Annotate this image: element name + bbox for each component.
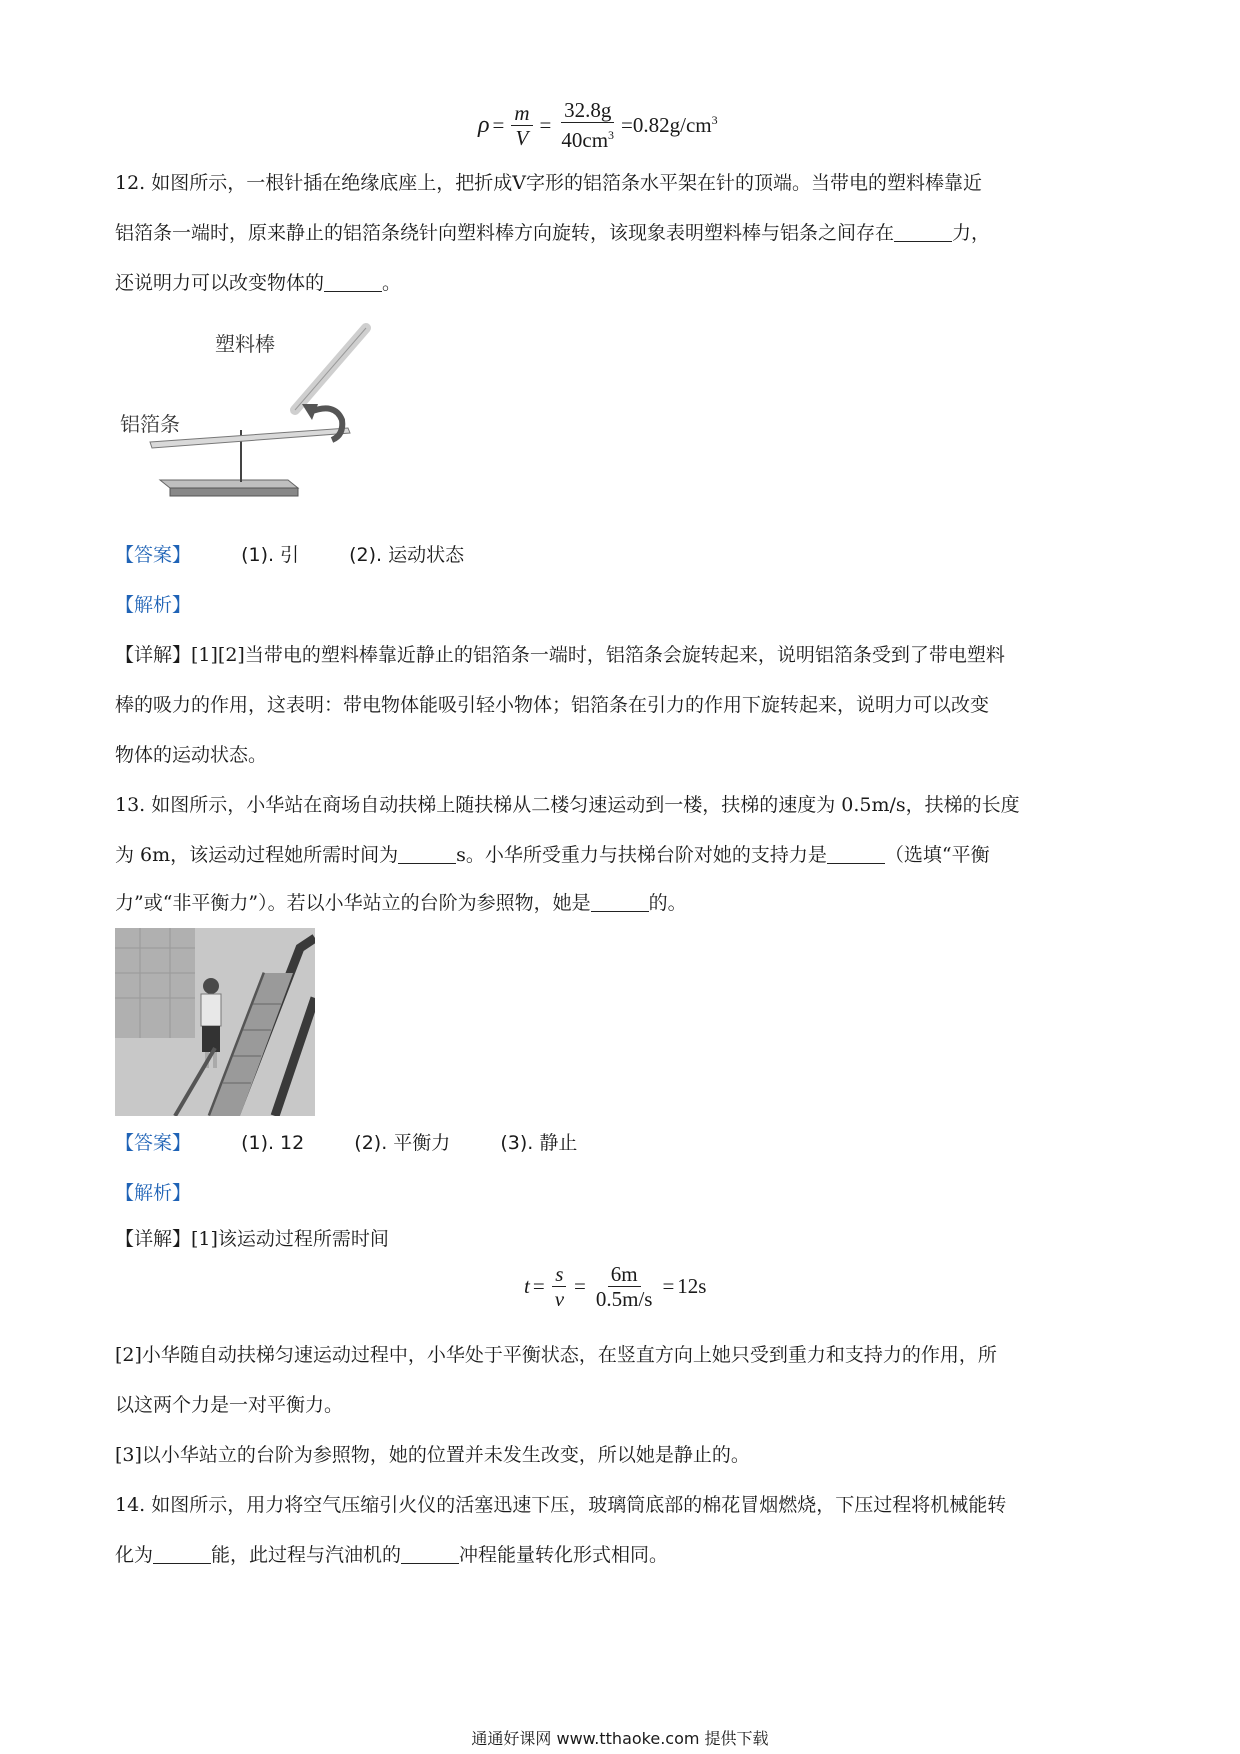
q13-detail3: 以这两个力是一对平衡力。 <box>115 1394 344 1416</box>
page-footer: 通通好课网 www.tthaoke.com 提供下载 <box>471 1729 769 1748</box>
answer-blank <box>894 223 952 242</box>
q13-detail2: [2]小华随自动扶梯匀速运动过程中，小华处于平衡状态，在竖直方向上她只受到重力和支持力的作用，所 <box>115 1344 997 1366</box>
q12-detail3: 物体的运动状态。 <box>115 744 268 766</box>
answer-blank <box>324 273 382 292</box>
q12-answer: 【答案】 (1). 引 (2). 运动状态 <box>115 544 465 566</box>
q13-line2: 为 6m，该运动过程她所需时间为 s。小华所受重力与扶梯台阶对她的支持力是 （选填“平衡 <box>115 844 990 866</box>
time-result: 12s <box>677 1274 707 1298</box>
density-result: $=0.82g/cm^3$ <box>621 112 718 137</box>
rod-foil-figure <box>120 320 380 510</box>
q14-line1: 14. 如图所示，用力将空气压缩引火仪的活塞迅速下压，玻璃筒底部的棉花冒烟燃烧，下压过程将机械能转 <box>115 1494 1007 1516</box>
rho-symbol: ρ <box>478 111 490 138</box>
fraction-m-v: $\frac{m}{V}$ <box>511 101 532 150</box>
q13-answer: 【答案】 (1). 12 (2). 平衡力 (3). 静止 <box>115 1132 578 1154</box>
fraction-distance-speed: $\frac{6m}{0.5m/s}$ <box>595 1262 653 1311</box>
time-formula: t = $\frac{s}{v}$ = $\frac{6m}{0.5m/s}$ = 12s <box>524 1262 707 1311</box>
q13-line3: 力”或“非平衡力”）。若以小华站立的台阶为参照物，她是 的。 <box>115 892 687 914</box>
answer-blank <box>591 893 649 912</box>
q12-line2: 铝箔条一端时，原来静止的铝箔条绕针向塑料棒方向旋转，该现象表明塑料棒与铝条之间存在 力， <box>115 222 991 244</box>
answer-blank <box>398 845 456 864</box>
fraction-mass-volume: $\frac{32.8g}{40cm^3}$ <box>561 98 615 152</box>
density-formula: ρ = $\frac{m}{V}$ = $\frac{32.8g}{40cm^3}$ $=0.82g/cm^3$ <box>478 98 718 152</box>
q12-line1: 12. 如图所示，一根针插在绝缘底座上，把折成V字形的铝箔条水平架在针的顶端。当带电的塑料棒靠近 <box>115 172 982 194</box>
foil-label: 铝箔条 <box>120 412 180 436</box>
q13-analysis-tag: 【解析】 <box>115 1182 192 1204</box>
answer-blank <box>827 845 885 864</box>
rod-label: 塑料棒 <box>215 332 275 356</box>
q13-detail1: 【详解】[1]该运动过程所需时间 <box>115 1228 389 1250</box>
q12-detail2: 棒的吸力的作用，这表明：带电物体能吸引轻小物体；铝箔条在引力的作用下旋转起来，说明力可以改变 <box>115 694 990 716</box>
answer-blank <box>153 1545 211 1564</box>
q12-line3: 还说明力可以改变物体的 。 <box>115 272 402 294</box>
escalator-photo <box>115 928 315 1116</box>
q13-detail4: [3]以小华站立的台阶为参照物，她的位置并未发生改变，所以她是静止的。 <box>115 1444 750 1466</box>
escalator-illustration <box>115 928 315 1116</box>
q12-analysis-tag: 【解析】 <box>115 594 192 616</box>
fraction-s-v: $\frac{s}{v}$ <box>552 1262 567 1311</box>
q12-detail1: 【详解】[1][2]当带电的塑料棒靠近静止的铝箔条一端时，铝箔条会旋转起来，说明铝箔条受到了带电塑料 <box>115 644 1005 666</box>
answer-blank <box>401 1545 459 1564</box>
q13-line1: 13. 如图所示，小华站在商场自动扶梯上随扶梯从二楼匀速运动到一楼，扶梯的速度为 0.5m/s，扶梯的长度 <box>115 794 1020 816</box>
q14-line2: 化为 能，此过程与汽油机的 冲程能量转化形式相同。 <box>115 1544 669 1566</box>
